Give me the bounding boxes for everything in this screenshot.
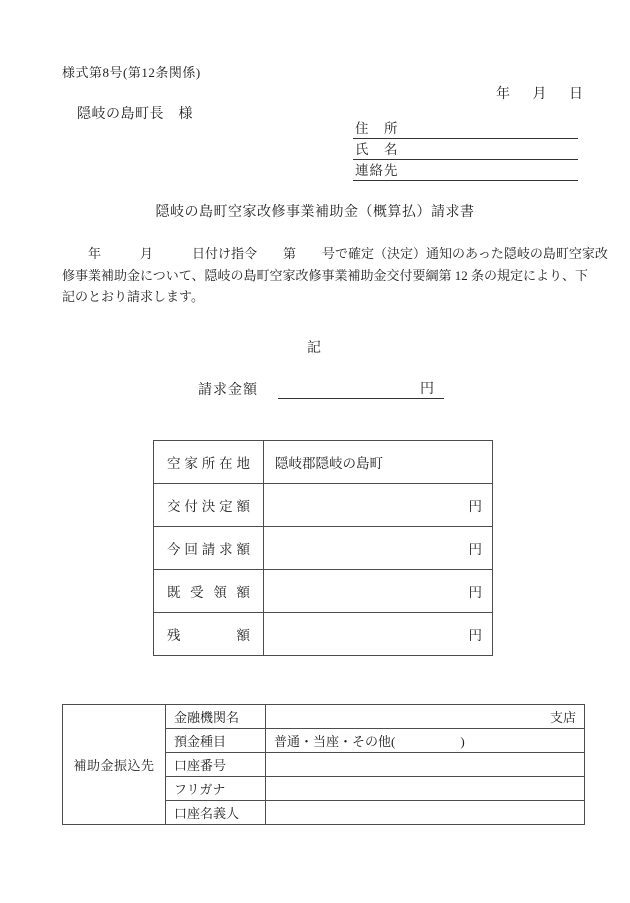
row-value: 円	[264, 527, 493, 570]
contact-fields	[353, 118, 578, 181]
row-label: 残 額	[167, 628, 250, 643]
body-line-3: 記のとおり請求します。	[62, 289, 204, 304]
row-value: 普通・当座・その他( )	[266, 729, 585, 753]
row-value: 円	[264, 570, 493, 613]
row-label: 空 家 所 在 地	[167, 456, 250, 471]
table-row	[154, 527, 493, 570]
transfer-table	[62, 704, 585, 825]
date-year-label: 年	[496, 87, 510, 102]
body-line-1: 年 月 日付け指令 第 号で確定（決定）通知のあった隠岐の島町空家改	[62, 246, 608, 261]
body-paragraph	[62, 243, 608, 308]
row-label: フリガナ	[166, 777, 266, 801]
section-marker: 記	[307, 341, 323, 356]
row-label: 口座番号	[166, 753, 266, 777]
row-value	[266, 801, 585, 825]
date-line	[496, 83, 583, 103]
claim-amount-label: 請求金額	[198, 383, 258, 398]
date-day-label: 日	[569, 87, 583, 102]
contact-field	[353, 160, 578, 181]
claim-amount-row	[198, 378, 444, 399]
document-title: 隠岐の島町空家改修事業補助金（概算払）請求書	[155, 205, 475, 220]
name-field	[353, 139, 578, 160]
row-value	[266, 777, 585, 801]
row-label: 口座名義人	[166, 801, 266, 825]
body-line-2: 修事業補助金について、隠岐の島町空家改修事業補助金交付要綱第 12 条の規定により、下	[62, 267, 588, 283]
table-row	[154, 441, 493, 484]
row-value: 支店	[266, 705, 585, 729]
name-field-label: 氏 名	[355, 142, 399, 157]
address-field	[353, 118, 578, 139]
date-month-label: 月	[532, 87, 547, 102]
amount-table	[153, 440, 493, 656]
row-label: 既 受 領 額	[167, 585, 250, 600]
table-row	[63, 705, 585, 729]
contact-field-label: 連絡先	[355, 163, 399, 178]
form-number: 様式第8号(第12条関係)	[62, 65, 201, 80]
row-label: 金融機関名	[166, 705, 266, 729]
row-value: 円	[264, 484, 493, 527]
table-row	[154, 484, 493, 527]
row-value: 隠岐郡隠岐の島町	[264, 441, 493, 484]
transfer-group-label: 補助金振込先	[63, 705, 166, 825]
row-label: 預金種目	[166, 729, 266, 753]
table-row	[154, 570, 493, 613]
address-field-label: 住 所	[355, 121, 399, 136]
row-value	[266, 753, 585, 777]
row-label: 今 回 請 求 額	[167, 542, 250, 557]
table-row	[154, 613, 493, 656]
claim-amount-blank	[278, 378, 444, 399]
row-value: 円	[264, 613, 493, 656]
addressee-line: 隠岐の島町長 様	[77, 107, 193, 122]
claim-amount-unit: 円	[420, 382, 434, 397]
row-label: 交 付 決 定 額	[167, 499, 250, 514]
